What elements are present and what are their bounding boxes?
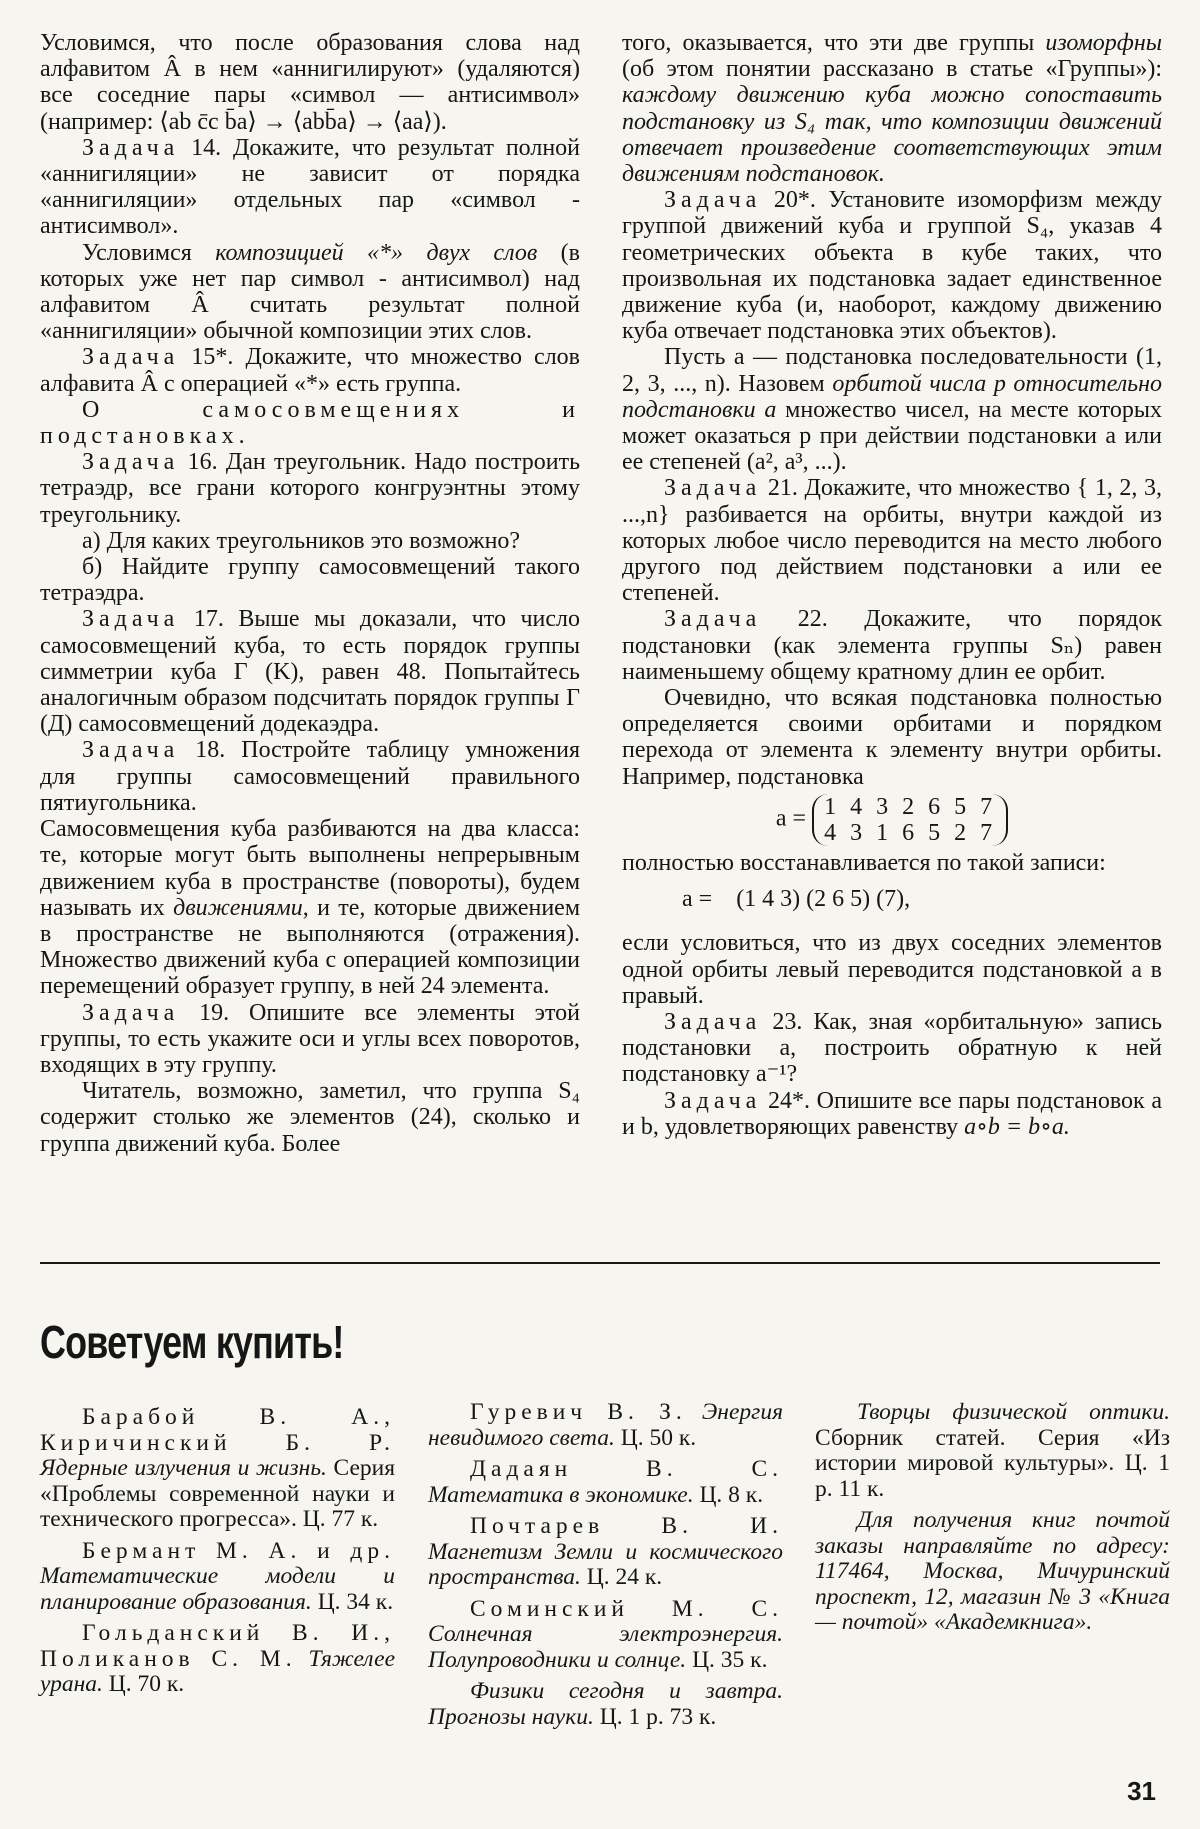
book-title: Магнетизм Земли и космического пространства. [428, 1538, 783, 1590]
task-number: 18. [195, 737, 226, 764]
task-15 [40, 344, 580, 396]
text-run: (в которых уже нет пар символ - антисимвол) над алфавитом Â считать результат полной «аннигиляции» обычной композиции этих слов. [40, 239, 581, 345]
task-19 [40, 1000, 580, 1079]
task-text: Опишите все элементы этой группы, то есть укажите оси и углы всех поворотов, входящих в эту группу. [40, 999, 580, 1078]
right-column [622, 30, 1162, 1140]
task-23 [622, 1009, 1162, 1088]
formula-rhs: (1 4 3) (2 6 5) (7), [736, 886, 911, 913]
text-run: множество чисел, на месте которых может оказаться p при действии подстановки a или ее степеней (a², a³, ...). [622, 396, 1162, 476]
italic-term: орбитой числа p относительно подстановки a [622, 370, 1162, 423]
task-text: Докажите, что результат полной «аннигиляции» не зависит от порядка «аннигиляции» отдельных пар «символ - антисимвол». [40, 134, 581, 240]
book-entry [428, 1679, 783, 1730]
book-title: Творцы физической оптики. [857, 1399, 1170, 1425]
task-22 [622, 606, 1162, 685]
task-16 [40, 449, 580, 528]
book-title: Тяжелее урана. [40, 1645, 396, 1697]
italic-statement: каждому движению куба можно сопоставить подстановку из S₄ так, что композиции движений отвечает произведение соответствующих этим движениям подстановок. [622, 82, 1162, 188]
task-label: Задача [664, 1008, 762, 1035]
task-text: Докажите, что порядок подстановки (как элемента группы Sₙ) равен наименьшему общему кратному длин ее орбит. [622, 606, 1162, 685]
subtask-b: б) Найдите группу самосовмещений такого тетраэдра. [40, 554, 580, 607]
italic-term: изоморфны [1045, 30, 1162, 56]
book-title: Математические модели и планирование образования. [40, 1563, 395, 1615]
book-author: Гуревич В. З. [470, 1399, 687, 1425]
task-18 [40, 737, 580, 816]
italic-term: композицией «*» двух слов [215, 239, 538, 266]
task-text: Как, зная «орбитальную» запись подстановки a, построить обратную к ней подстановку a⁻¹? [622, 1008, 1163, 1088]
section-heading: О самосовмещениях и подстановках. [40, 396, 580, 450]
ads-column-2 [428, 1400, 783, 1736]
task-text: Установите изоморфизм между группой движений куба и группой S₄, указав 4 геометрических объекта в кубе таких, что произвольная их подстановка задает единственное движение куба (и, наоборот, каждому движению куба отвечает подстановка этих объектов). [622, 187, 1162, 345]
task-label: Задача [664, 475, 762, 502]
italic-term: движениями [173, 894, 303, 921]
book-title: Математика в экономике. [428, 1481, 694, 1508]
task-label: Задача [82, 449, 180, 476]
text-run: Условимся [82, 239, 216, 266]
book-author: Соминский М. С. [470, 1595, 783, 1622]
section-divider [40, 1262, 1160, 1264]
task-label: Задача [664, 1087, 762, 1114]
task-label: Задача [82, 134, 180, 161]
book-entry [428, 1514, 783, 1591]
paragraph: Условимся, что после образования слова над алфавитом Â в нем «аннигилируют» (удаляются) все соседние пары «символ — антисимвол» (например: ⟨ab c̄c b̄a⟩ → ⟨abb̄a⟩ → ⟨aa⟩). [40, 30, 580, 135]
permutation-matrix-formula [622, 794, 1162, 846]
task-number: 15*. [191, 344, 234, 371]
task-number: 21. [767, 475, 798, 502]
order-info [815, 1508, 1170, 1636]
task-number: 20*. [773, 187, 816, 214]
task-text: Выше мы доказали, что число самосовмещений куба, то есть порядок группы симметрии куба Г (K), равен 48. Попытайтесь аналогичным образом подсчитать порядок группы Г (Д) самосовмещений додекаэдра. [40, 606, 580, 738]
book-author: Гольданский В. И., Поликанов С. М. [40, 1620, 395, 1672]
left-column [40, 30, 580, 1157]
book-details: Ц. 8 к. [699, 1481, 764, 1508]
task-text: Опишите все пары подстановок a и b, удовлетворяющих равенству [622, 1087, 1163, 1140]
task-label: Задача [82, 606, 180, 633]
task-label: Задача [82, 737, 180, 764]
task-number: 16. [187, 449, 218, 476]
book-details: Серия «Проблемы современной науки и технического прогресса». Ц. 77 к. [40, 1455, 396, 1532]
task-formula: a∘b = b∘a. [964, 1113, 1070, 1140]
matrix-bottom-row: 4 3 1 6 5 2 7 [824, 819, 997, 846]
book-title: Солнечная электроэнергия. Полупроводники и солнце. [428, 1621, 783, 1673]
task-text: Докажите, что множество { 1, 2, 3, ...,n} разбивается на орбиты, внутри каждой из которых любое число переводится на место любого другого под действием подстановки a или ее степеней. [622, 475, 1163, 607]
task-text: Докажите, что множество слов алфавита Â с операцией «*» есть группа. [40, 344, 581, 397]
paragraph [40, 816, 580, 999]
book-entry [428, 1400, 783, 1451]
ads-column-3 [815, 1400, 1170, 1642]
book-details: Ц. 35 к. [692, 1646, 768, 1673]
ads-title: Советуем купить! [40, 1316, 344, 1368]
permutation-matrix [812, 794, 1008, 846]
matrix-top-row: 1 4 3 2 6 5 7 [824, 793, 997, 820]
book-entry [428, 1457, 783, 1508]
task-number: 22. [797, 606, 828, 633]
task-20 [622, 187, 1162, 344]
task-label: Задача [664, 187, 762, 214]
text-run: , и те, которые движением в пространстве не выполняются (отражения). Множество движений куба с операцией композиции перемещений образует группу, в ней 24 элемента. [40, 894, 580, 1000]
task-21 [622, 475, 1162, 606]
book-details: Ц. 50 к. [620, 1424, 697, 1451]
task-17 [40, 606, 580, 737]
task-label: Задача [82, 999, 180, 1026]
subtask-a: а) Для каких треугольников это возможно? [82, 527, 521, 554]
paragraph: Очевидно, что всякая подстановка полностью определяется своими орбитами и порядком перехода от элемента к элементу внутри орбиты. Например, подстановка [622, 685, 1162, 790]
paragraph: Читатель, возможно, заметил, что группа S₄ содержит столько же элементов (24), сколько и группа движений куба. Более [40, 1078, 580, 1157]
book-title: Энергия невидимого света. [428, 1399, 783, 1451]
task-number: 24*. [767, 1087, 810, 1114]
text-run: того, оказывается, что эти две группы [622, 30, 1046, 56]
book-entry [40, 1621, 395, 1698]
text-run: Пусть a — подстановка последовательности (1, 2, 3, ..., n). Назовем [622, 344, 1162, 397]
task-14 [40, 135, 580, 240]
page-number: 31 [1127, 1776, 1156, 1806]
book-title: Физики сегодня и завтра. Прогнозы науки. [428, 1678, 783, 1730]
task-text: Постройте таблицу умножения для группы самосовмещений правильного пятиугольника. [40, 737, 580, 816]
book-details: Ц. 34 к. [317, 1588, 394, 1615]
book-details: Ц. 24 к. [586, 1564, 663, 1590]
task-number: 17. [193, 606, 224, 633]
paragraph-orbit [622, 344, 1162, 475]
text-run: Самосовмещения куба разбиваются на два класса: те, которые могут быть выполнены непрерывным движением куба в пространстве (повороты), будем называть их [40, 816, 580, 921]
book-author: Дадаян В. С. [470, 1456, 783, 1482]
book-details: Ц. 1 р. 73 к. [599, 1703, 717, 1730]
task-number: 23. [772, 1008, 803, 1035]
book-entry [40, 1405, 395, 1533]
task-label: Задача [664, 606, 762, 633]
book-entry [40, 1539, 395, 1616]
book-title: Ядерные излучения и жизнь. [40, 1455, 327, 1481]
ads-column-1 [40, 1405, 395, 1704]
book-entry [815, 1400, 1170, 1502]
formula-lhs: a = [775, 805, 807, 832]
book-author: Почтарев В. И. [470, 1513, 783, 1539]
paragraph [40, 240, 580, 345]
book-details: Сборник статей. Серия «Из истории мировой культуры». Ц. 1 р. 11 к. [815, 1424, 1170, 1502]
order-address: Для получения книг почтой заказы направляйте по адресу: 117464, Москва, Мичуринский проспект, 12, магазин № 3 «Книга — почтой» «Академкнига». [815, 1507, 1170, 1635]
task-24 [622, 1088, 1162, 1140]
task-text: Дан треугольник. Надо построить тетраэдр, все грани которого конгруэнтны этому треугольнику. [40, 449, 581, 528]
paragraph: если условиться, что из двух соседних элементов одной орбиты левый переводится подстановкой a в правый. [622, 930, 1162, 1009]
task-number: 19. [199, 999, 230, 1026]
formula-lhs: a = [682, 886, 713, 913]
text-run: (об этом понятии рассказано в статье «Группы»): [622, 56, 1162, 83]
paragraph-isomorphism [622, 30, 1162, 187]
paragraph: полностью восстанавливается по такой записи: [622, 849, 1106, 876]
book-author: Барабой В. А., Киричинский Б. Р. [40, 1404, 395, 1456]
cycle-formula [682, 886, 1162, 912]
task-number: 14. [191, 134, 222, 161]
book-author: Бермант М. А. и др. [82, 1537, 395, 1564]
book-entry [428, 1597, 783, 1674]
book-details: Ц. 70 к. [108, 1671, 185, 1697]
task-label: Задача [82, 344, 180, 371]
